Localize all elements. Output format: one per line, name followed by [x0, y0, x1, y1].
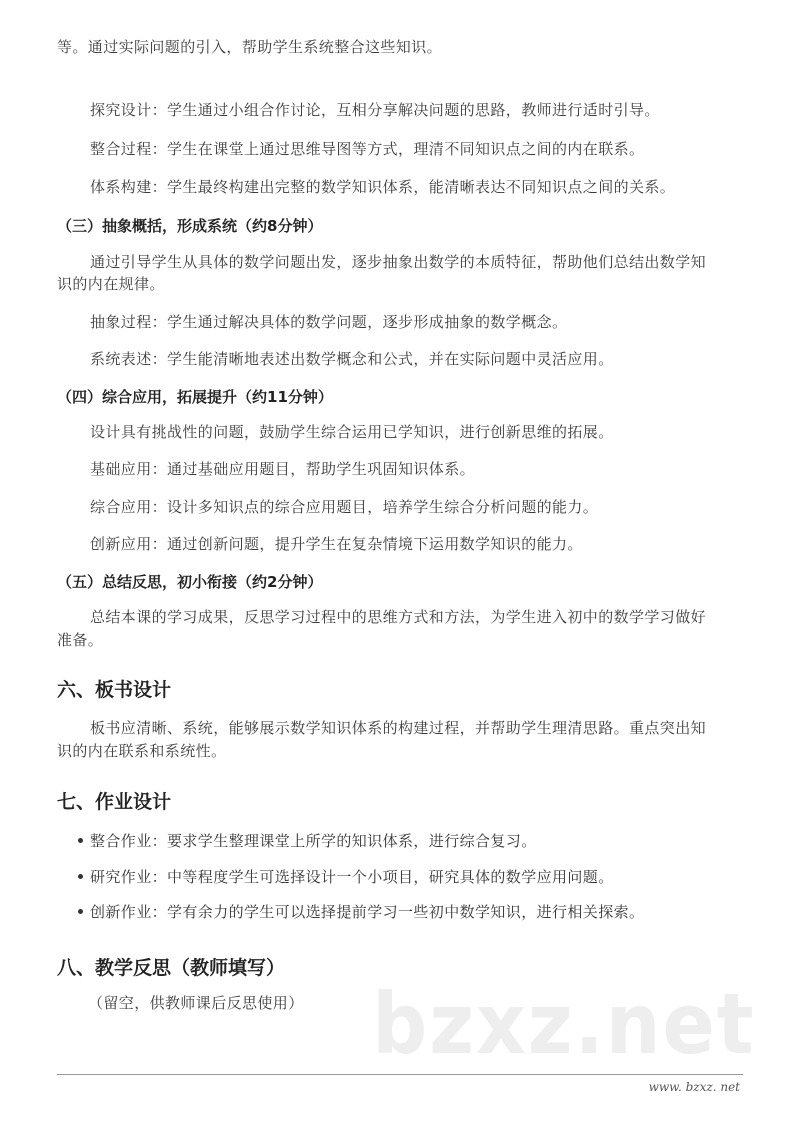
bullet-icon [78, 874, 83, 879]
bullet-icon [78, 909, 83, 914]
system-building-item: 体系构建：学生最终构建出完整的数学知识体系，能清晰表达不同知识点之间的关系。 [90, 178, 676, 196]
section7-heading: 七、作业设计 [57, 791, 172, 813]
footer-divider [57, 1074, 743, 1075]
step3-heading: （三）抽象概括，形成系统（约8分钟） [57, 217, 323, 235]
abstraction-process-item: 抽象过程：学生通过解决具体的数学问题，逐步形成抽象的数学概念。 [90, 313, 568, 331]
step5-paragraph-line1: 总结本课的学习成果，反思学习过程中的思维方式和方法，为学生进入初中的数学学习做好 [90, 608, 707, 626]
inquiry-design-item: 探究设计：学生通过小组合作讨论，互相分享解决问题的思路，教师进行适时引导。 [90, 101, 660, 119]
section6-paragraph-line1: 板书应清晰、系统，能够展示数学知识体系的构建过程，并帮助学生理清思路。重点突出知 [90, 719, 707, 737]
system-expression-item: 系统表述：学生能清晰地表述出数学概念和公式，并在实际问题中灵活应用。 [90, 350, 614, 368]
homework-text: 整合作业：要求学生整理课堂上所学的知识体系，进行综合复习。 [90, 832, 537, 850]
homework-text: 创新作业：学有余力的学生可以选择提前学习一些初中数学知识，进行相关探索。 [90, 903, 645, 921]
step3-paragraph-line1: 通过引导学生从具体的数学问题出发，逐步抽象出数学的本质特征，帮助他们总结出数学知 [90, 253, 707, 271]
section6-paragraph-line2: 识的内在联系和系统性。 [57, 742, 227, 760]
footer-site-link: www. bzxz. net [648, 1080, 740, 1094]
bullet-icon [78, 838, 83, 843]
step5-paragraph-line2: 准备。 [57, 631, 104, 649]
step3-paragraph-line2: 识的内在规律。 [57, 275, 165, 293]
step4-heading: （四）综合应用，拓展提升（约11分钟） [57, 388, 333, 406]
integration-process-item: 整合过程：学生在课堂上通过思维导图等方式，理清不同知识点之间的内在联系。 [90, 140, 645, 158]
homework-bullet-research [78, 866, 614, 888]
step4-paragraph: 设计具有挑战性的问题，鼓励学生综合运用已学知识，进行创新思维的拓展。 [90, 423, 614, 441]
basic-application-item: 基础应用：通过基础应用题目，帮助学生巩固知识体系。 [90, 460, 476, 478]
section8-note: （留空，供教师课后反思使用） [88, 994, 304, 1012]
innovative-application-item: 创新应用：通过创新问题，提升学生在复杂情境下运用数学知识的能力。 [90, 535, 583, 553]
watermark: bzxz.net [372, 975, 756, 1073]
step5-heading: （五）总结反思，初小衔接（约2分钟） [57, 573, 323, 591]
intro-tail-paragraph: 等。通过实际问题的引入，帮助学生系统整合这些知识。 [57, 38, 443, 56]
homework-text: 研究作业：中等程度学生可选择设计一个小项目，研究具体的数学应用问题。 [90, 868, 614, 886]
homework-bullet-innovation [78, 901, 644, 923]
comprehensive-application-item: 综合应用：设计多知识点的综合应用题目，培养学生综合分析问题的能力。 [90, 498, 599, 516]
section8-heading: 八、教学反思（教师填写） [57, 957, 286, 979]
homework-bullet-integration [78, 830, 537, 852]
section6-heading: 六、板书设计 [57, 679, 172, 701]
